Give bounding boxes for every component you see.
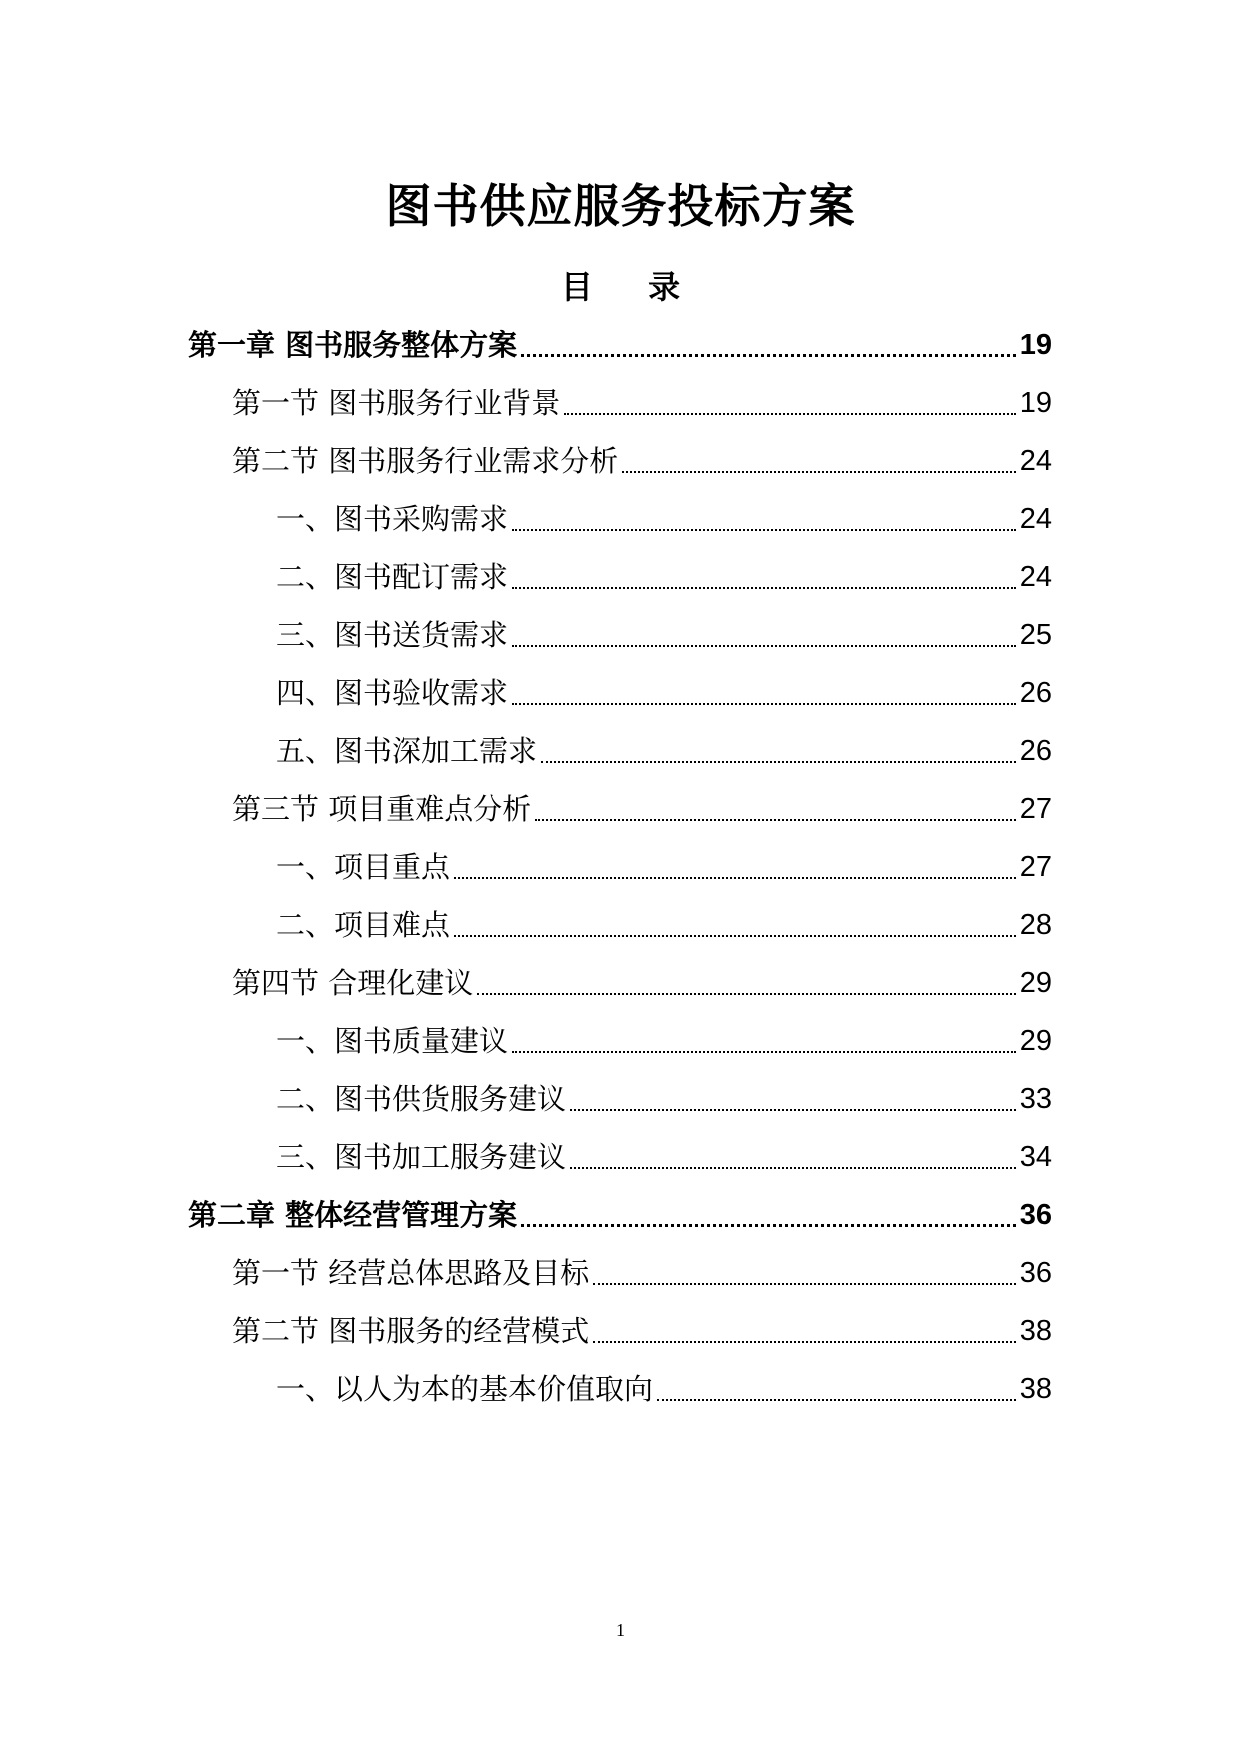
dot-leader [454,935,1016,937]
dot-leader [454,877,1016,879]
toc-entry-page: 24 [1019,503,1052,535]
toc-entry-label: 一、图书采购需求 [276,502,509,536]
toc-entry-subsection[interactable] [276,728,1052,774]
toc-entry-label: 二、项目难点 [276,908,451,942]
toc-entry-subsection[interactable] [276,1076,1052,1122]
toc-entry-page: 19 [1019,329,1052,361]
dot-leader [564,413,1016,415]
page-number: 1 [616,1620,625,1640]
dot-leader [570,1167,1016,1169]
toc-entry-page: 29 [1019,1025,1052,1057]
toc-entry-label: 一、项目重点 [276,850,451,884]
toc-entry-subsection[interactable] [276,902,1052,948]
toc-entry-page: 28 [1019,909,1052,941]
toc-entry-page: 29 [1019,967,1052,999]
dot-leader [570,1109,1016,1111]
dot-leader [622,471,1016,473]
toc-entry-section[interactable] [232,1250,1052,1296]
dot-leader [512,703,1016,705]
toc-entry-label: 三、图书送货需求 [276,618,509,652]
toc-entry-subsection[interactable] [276,554,1052,600]
toc-entry-section[interactable] [232,1308,1052,1354]
dot-leader [535,819,1016,821]
toc-entry-label: 四、图书验收需求 [276,676,509,710]
toc-entry-subsection[interactable] [276,1134,1052,1180]
toc-entry-subsection[interactable] [276,844,1052,890]
dot-leader [512,645,1016,647]
toc-entry-subsection[interactable] [276,1366,1052,1412]
toc-entry-subsection[interactable] [276,496,1052,542]
toc-entry-section[interactable] [232,786,1052,832]
toc-entry-label: 第三节 项目重难点分析 [232,792,532,826]
toc-heading: 目 录 [560,268,703,306]
toc-entry-label: 二、图书供货服务建议 [276,1082,567,1116]
toc-entry-label: 第四节 合理化建议 [232,966,474,1000]
toc-entry-chapter-2[interactable] [188,1192,1052,1238]
toc-entry-page: 19 [1019,387,1052,419]
toc-entry-label: 五、图书深加工需求 [276,734,538,768]
toc-entry-label: 第二章 整体经营管理方案 [188,1198,518,1232]
dot-leader [593,1341,1016,1343]
dot-leader [541,761,1016,763]
toc-entry-page: 38 [1019,1373,1052,1405]
document-title: 图书供应服务投标方案 [385,179,856,233]
toc-entry-chapter-1[interactable] [188,322,1052,368]
toc-entry-subsection[interactable] [276,1018,1052,1064]
toc-entry-page: 26 [1019,735,1052,767]
toc-entry-label: 一、图书质量建议 [276,1024,509,1058]
toc-entry-page: 33 [1019,1083,1052,1115]
toc-entry-label: 第二节 图书服务的经营模式 [232,1314,590,1348]
dot-leader [521,354,1016,357]
dot-leader [512,587,1016,589]
toc-entry-page: 26 [1019,677,1052,709]
toc-entry-subsection[interactable] [276,612,1052,658]
dot-leader [657,1399,1016,1401]
toc-entry-label: 第一章 图书服务整体方案 [188,328,518,362]
toc-entry-label: 第一节 经营总体思路及目标 [232,1256,590,1290]
toc-entry-label: 第一节 图书服务行业背景 [232,386,561,420]
toc-entry-page: 36 [1019,1199,1052,1231]
toc-entry-page: 34 [1019,1141,1052,1173]
dot-leader [521,1224,1016,1227]
toc-entry-page: 25 [1019,619,1052,651]
toc-entry-label: 第二节 图书服务行业需求分析 [232,444,619,478]
toc-entry-label: 三、图书加工服务建议 [276,1140,567,1174]
dot-leader [593,1283,1016,1285]
toc-entry-section[interactable] [232,960,1052,1006]
toc-entry-label: 一、以人为本的基本价值取向 [276,1372,654,1406]
dot-leader [512,529,1016,531]
toc-entry-section[interactable] [232,380,1052,426]
dot-leader [512,1051,1016,1053]
toc-entry-section[interactable] [232,438,1052,484]
toc-entry-page: 27 [1019,793,1052,825]
dot-leader [477,993,1016,995]
toc-entry-label: 二、图书配订需求 [276,560,509,594]
toc-entry-page: 24 [1019,445,1052,477]
toc-entry-subsection[interactable] [276,670,1052,716]
toc-entry-page: 38 [1019,1315,1052,1347]
toc-entry-page: 27 [1019,851,1052,883]
toc-entry-page: 36 [1019,1257,1052,1289]
toc-entry-page: 24 [1019,561,1052,593]
